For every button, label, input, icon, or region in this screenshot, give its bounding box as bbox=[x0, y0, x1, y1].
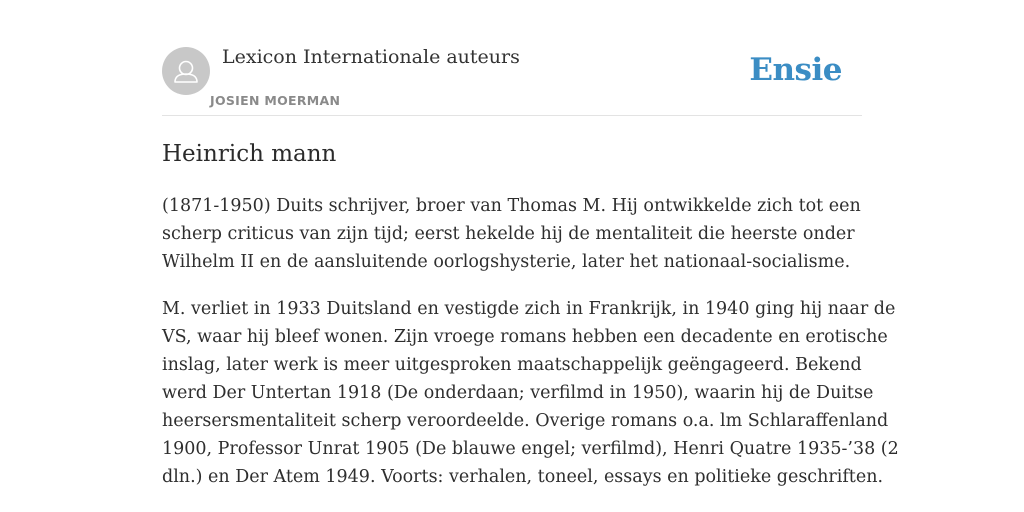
paragraph-line: scherp criticus van zijn tijd; eerst hekelde hij de mentaliteit die heerste onder bbox=[162, 224, 855, 244]
avatar[interactable] bbox=[162, 47, 210, 95]
collection-title[interactable]: Lexicon Internationale auteurs bbox=[222, 46, 520, 68]
paragraph-line: VS, waar hij bleef wonen. Zijn vroege romans hebben een decadente en erotische bbox=[162, 327, 888, 347]
article-paragraph-1 bbox=[162, 192, 862, 276]
article-paragraph-2 bbox=[162, 295, 899, 491]
article-title: Heinrich mann bbox=[162, 141, 337, 167]
paragraph-line: (1871-1950) Duits schrijver, broer van Thomas M. Hij ontwikkelde zich tot een bbox=[162, 196, 861, 216]
brand-logo[interactable]: Ensie bbox=[749, 52, 842, 88]
author-name[interactable]: JOSIEN MOERMAN bbox=[210, 93, 341, 108]
paragraph-line: 1900, Professor Unrat 1905 (De blauwe engel; verfilmd), Henri Quatre 1935-’38 (2 bbox=[162, 439, 899, 459]
paragraph-line: heersersmentaliteit scherp veroordeelde. Overige romans o.a. lm Schlaraffenland bbox=[162, 411, 889, 431]
header bbox=[162, 0, 862, 116]
paragraph-line: inslag, later werk is meer uitgesproken maatschappelijk geëngageerd. Bekend bbox=[162, 355, 862, 375]
page bbox=[162, 0, 899, 512]
paragraph-line: Wilhelm II en de aansluitende oorlogshysterie, later het nationaal-socialisme. bbox=[162, 252, 851, 272]
paragraph-line: dln.) en Der Atem 1949. Voorts: verhalen, toneel, essays en politieke geschriften. bbox=[162, 467, 884, 487]
user-icon bbox=[162, 47, 210, 95]
paragraph-line: M. verliet in 1933 Duitsland en vestigde zich in Frankrijk, in 1940 ging hij naar de bbox=[162, 299, 896, 319]
paragraph-line: werd Der Untertan 1918 (De onderdaan; verfilmd in 1950), waarin hij de Duitse bbox=[162, 383, 874, 403]
